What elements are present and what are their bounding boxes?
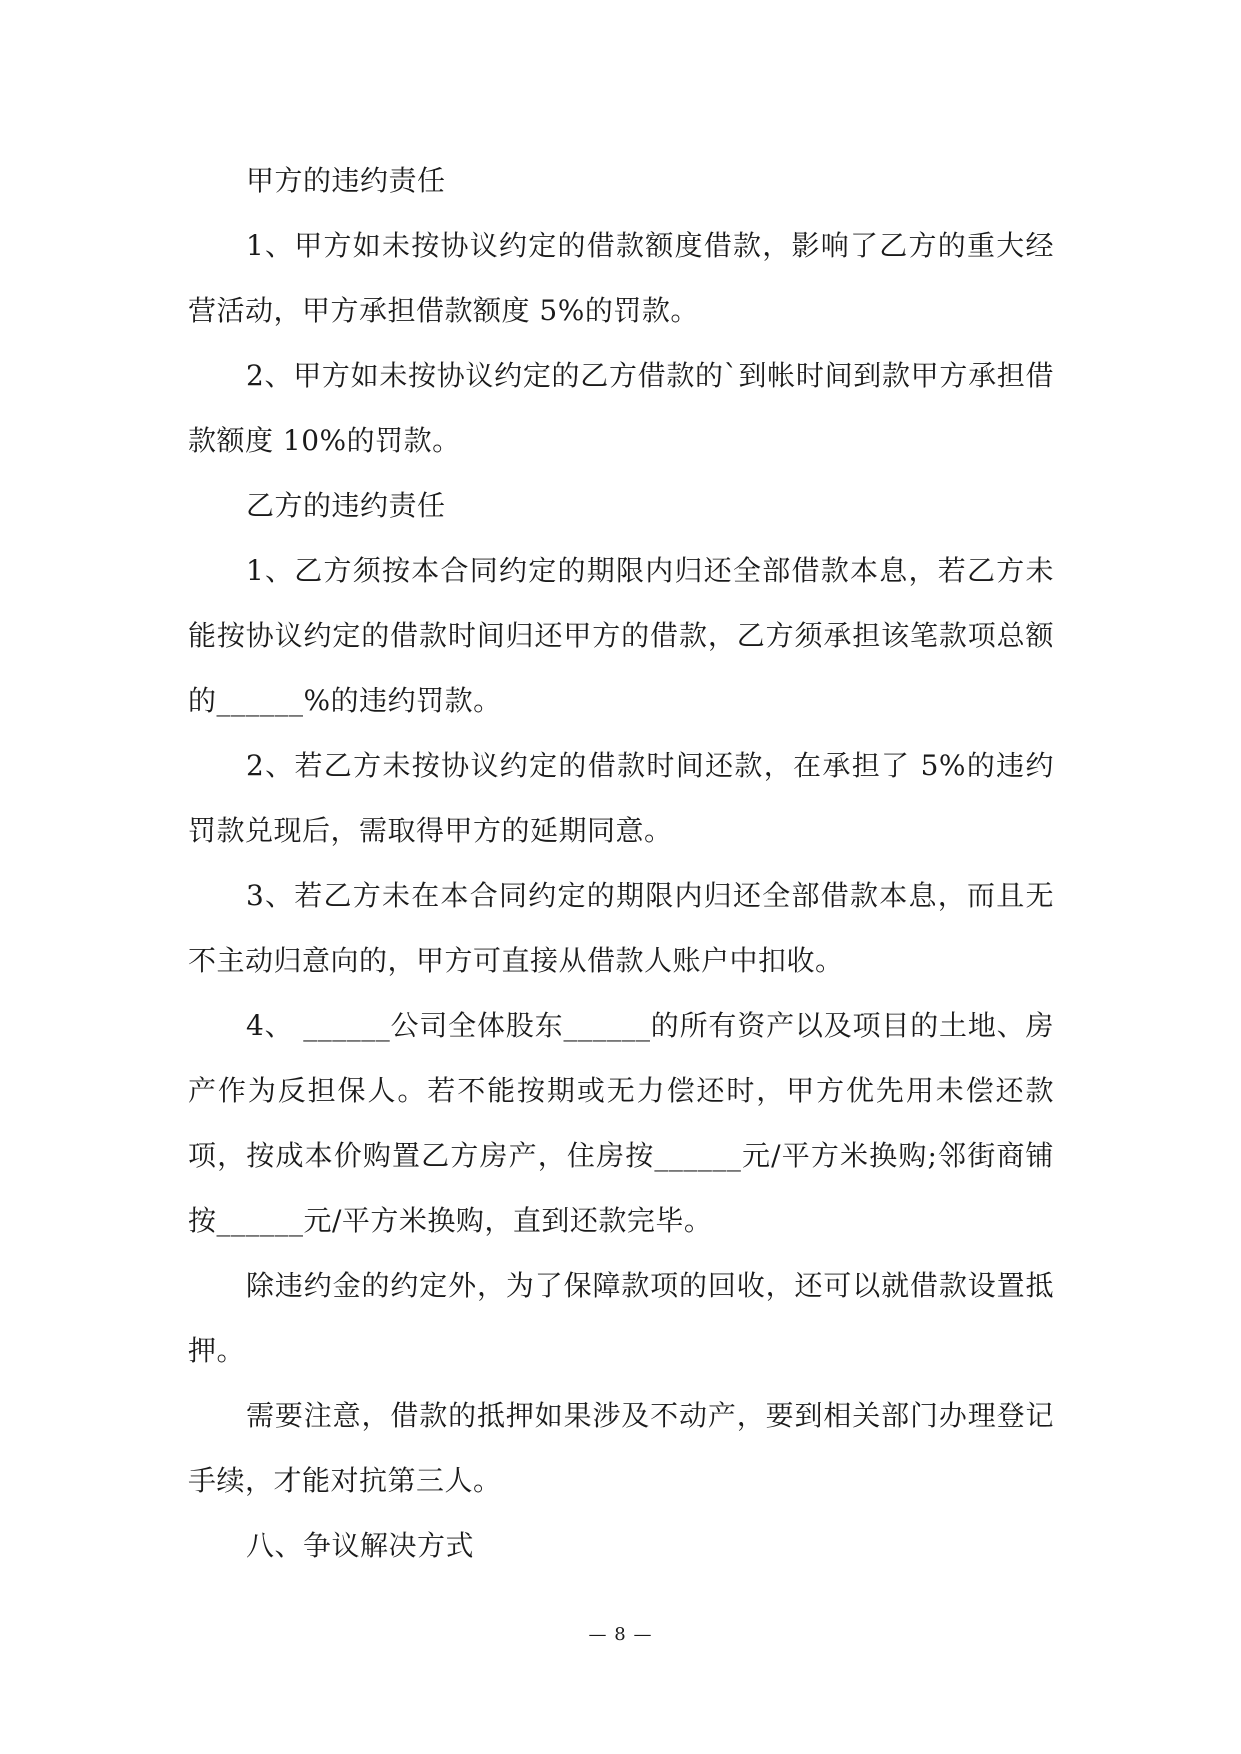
paragraph-b-3: 3、若乙方未在本合同约定的期限内归还全部借款本息，而且无不主动归意向的，甲方可直接从借款人账户中扣收。 <box>188 879 1054 977</box>
paragraph-registration-note: 需要注意，借款的抵押如果涉及不动产，要到相关部门办理登记手续，才能对抗第三人。 <box>188 1399 1054 1497</box>
page-number: — 8 — <box>588 1624 653 1645</box>
section-heading-party-a-liability: 甲方的违约责任 <box>246 164 446 197</box>
paragraph-a-2: 2、甲方如未按协议约定的乙方借款的`到帐时间到款甲方承担借款额度 10%的罚款。 <box>188 359 1054 457</box>
section-heading-party-b-liability: 乙方的违约责任 <box>246 489 446 522</box>
paragraph-mortgage-note: 除违约金的约定外，为了保障款项的回收，还可以就借款设置抵押。 <box>188 1269 1054 1367</box>
section-heading-dispute-resolution: 八、争议解决方式 <box>246 1529 475 1562</box>
paragraph-b-1: 1、乙方须按本合同约定的期限内归还全部借款本息，若乙方未能按协议约定的借款时间归还甲方的借款，乙方须承担该笔款项总额的______%的违约罚款。 <box>188 554 1054 717</box>
paragraph-b-2: 2、若乙方未按协议约定的借款时间还款，在承担了 5%的违约罚款兑现后，需取得甲方的延期同意。 <box>188 749 1054 847</box>
paragraph-b-4: 4、 ______公司全体股东______的所有资产以及项目的土地、房产作为反担保人。若不能按期或无力偿还时，甲方优先用未偿还款项，按成本价购置乙方房产，住房按______元/平方米换购;邻街商铺按______元/平方米换购，直到还款完毕。 <box>188 1009 1054 1237</box>
paragraph-a-1: 1、甲方如未按协议约定的借款额度借款，影响了乙方的重大经营活动，甲方承担借款额度 5%的罚款。 <box>188 229 1054 327</box>
document-body <box>188 148 1054 1578</box>
